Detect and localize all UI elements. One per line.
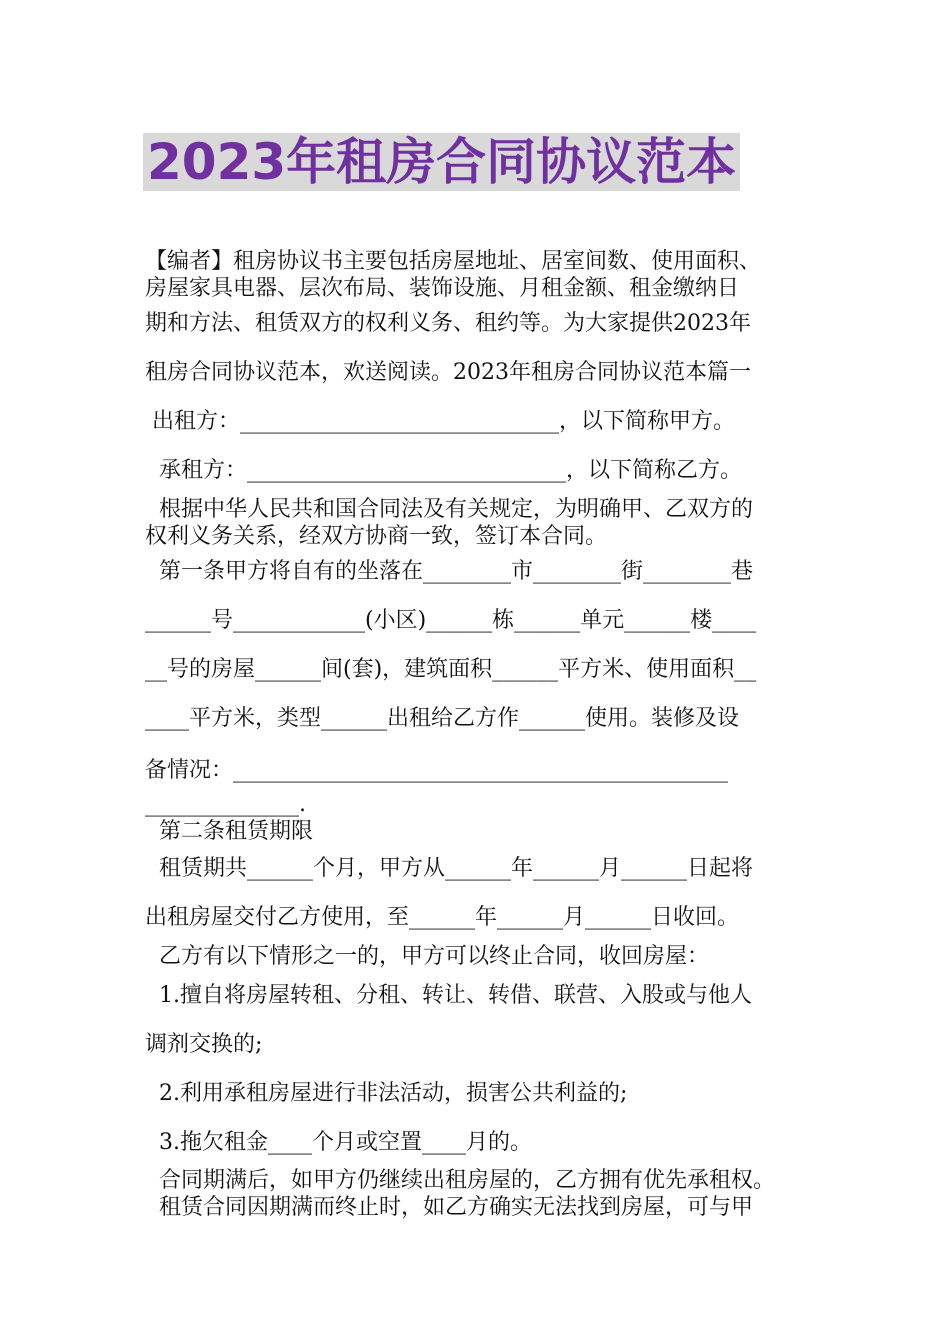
paragraph-line: 承租方：_____________________________，以下简称乙方。 bbox=[145, 458, 742, 483]
list-item: 3.拖欠租金____个月或空置____月的。 bbox=[145, 1130, 532, 1155]
paragraph-line: 出租方：_____________________________，以下简称甲方。 bbox=[145, 409, 735, 434]
paragraph-line: 出租房屋交付乙方使用，至______年______月______日收回。 bbox=[145, 905, 740, 930]
paragraph-line: 房屋家具电器、层次布局、装饰设施、月租金额、租金缴纳日 bbox=[145, 276, 740, 301]
section-heading: 第二条租赁期限 bbox=[145, 819, 313, 844]
paragraph-line: 租赁期共______个月，甲方从______年______月______日起将 bbox=[145, 856, 753, 881]
paragraph-line: ______号____________(小区)______栋______单元______楼____ bbox=[145, 608, 757, 633]
list-item: 2.利用承租房屋进行非法活动，损害公共利益的; bbox=[145, 1081, 628, 1106]
document-title: 2023年租房合同协议范本 bbox=[143, 133, 740, 191]
paragraph-line: 乙方有以下情形之一的，甲方可以终止合同，收回房屋： bbox=[145, 944, 709, 969]
list-item: 调剂交换的; bbox=[145, 1032, 263, 1057]
paragraph-line: 根据中华人民共和国合同法及有关规定，为明确甲、乙双方的 bbox=[145, 497, 753, 522]
paragraph-line: 备情况：_____________________________________________ bbox=[145, 758, 729, 783]
paragraph-line: 合同期满后，如甲方仍继续出租房屋的，乙方拥有优先承租权。 bbox=[145, 1168, 775, 1193]
paragraph-line: ______________. bbox=[145, 792, 306, 817]
paragraph-line: 权利义务关系，经双方协商一致，签订本合同。 bbox=[145, 524, 608, 549]
paragraph-line: __号的房屋______间(套)，建筑面积______平方米、使用面积__ bbox=[145, 657, 757, 682]
paragraph-line: 租赁合同因期满而终止时，如乙方确实无法找到房屋，可与甲 bbox=[145, 1195, 753, 1220]
paragraph-line: 租房合同协议范本，欢送阅读。2023年租房合同协议范本篇一 bbox=[145, 360, 751, 385]
paragraph-line: 【编者】租房协议书主要包括房屋地址、居室间数、使用面积、 bbox=[145, 249, 762, 274]
paragraph-line: 第一条甲方将自有的坐落在________市________街________巷 bbox=[145, 559, 753, 584]
paragraph-line: ____平方米，类型______出租给乙方作______使用。装修及设 bbox=[145, 706, 740, 731]
paragraph-line: 期和方法、租赁双方的权利义务、租约等。为大家提供2023年 bbox=[145, 311, 751, 336]
list-item: 1.擅自将房屋转租、分租、转让、转借、联营、入股或与他人 bbox=[145, 983, 752, 1008]
